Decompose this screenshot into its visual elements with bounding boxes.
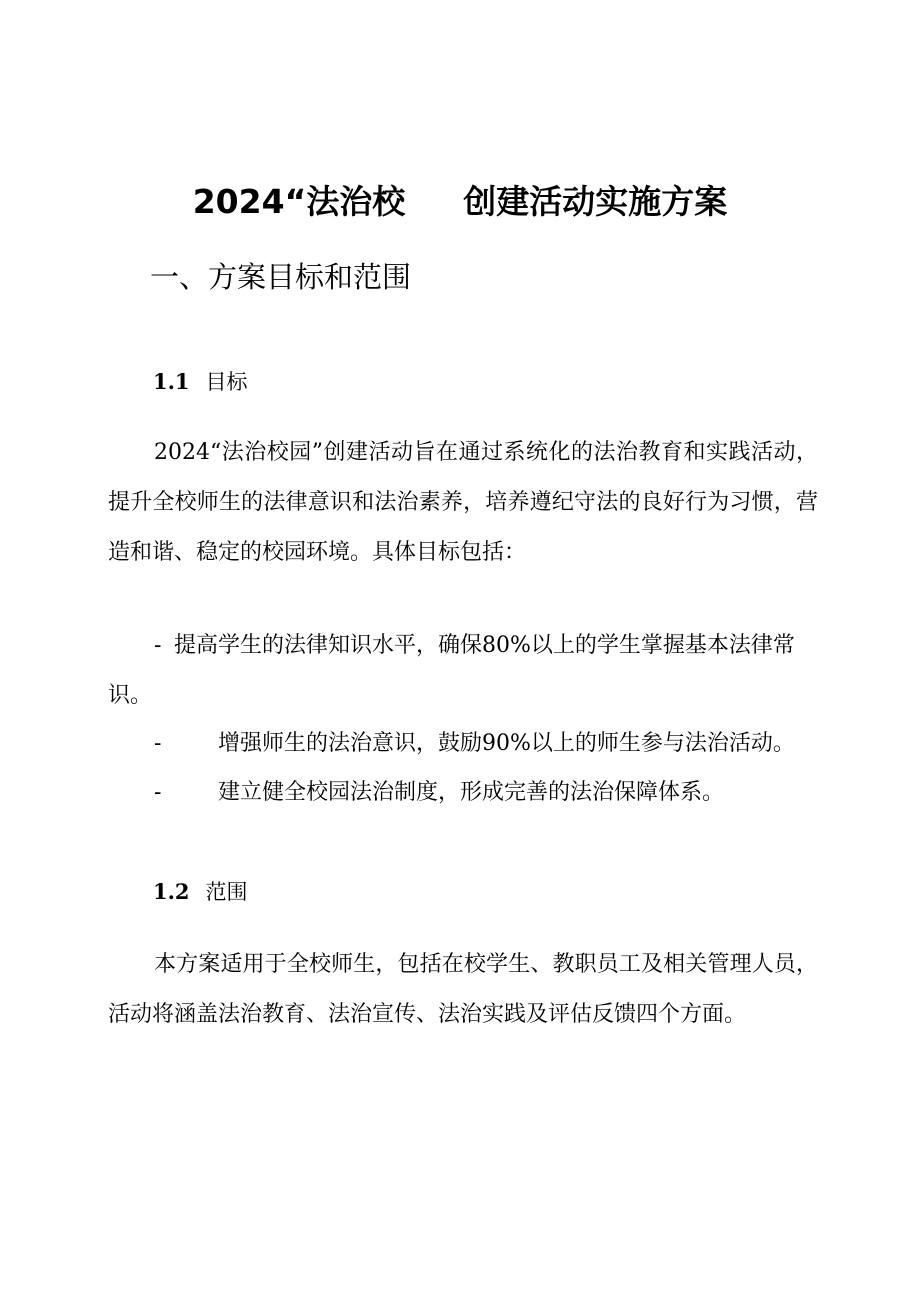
goal-item-3 (108, 768, 818, 818)
subsection-label: 目标 (205, 370, 248, 394)
goal-item-1 (108, 621, 818, 721)
subsection-label: 范围 (205, 880, 248, 904)
document-title-part1: 2024“法治校 (192, 182, 406, 221)
goal-text: 增强师生的法治意识，鼓励90%以上的师生参与法治活动。 (218, 731, 795, 756)
subsection-heading-goals (153, 367, 248, 397)
list-dash: - (154, 731, 162, 756)
subsection-number: 1.1 (153, 369, 190, 394)
list-dash: - (154, 780, 162, 805)
goals-paragraph: 2024“法治校园”创建活动旨在通过系统化的法治教育和实践活动，提升全校师生的法律意识和法治素养，培养遵纪守法的良好行为习惯，营造和谐、稳定的校园环境。具体目标包括： (108, 440, 818, 565)
scope-paragraph: 本方案适用于全校师生，包括在校学生、教职员工及相关管理人员，活动将涵盖法治教育、法治宣传、法治实践及评估反馈四个方面。 (108, 952, 818, 1027)
goal-text: 建立健全校园法治制度，形成完善的法治保障体系。 (218, 780, 725, 805)
goal-item-2 (108, 719, 818, 769)
document-title (0, 178, 920, 226)
subsection-number: 1.2 (153, 879, 190, 904)
goal-text: 提高学生的法律知识水平，确保80%以上的学生掌握基本法律常识。 (108, 633, 795, 708)
subsection-heading-scope (153, 877, 248, 907)
document-title-part2: 创建活动实施方案 (463, 182, 728, 221)
section-heading-scope: 一、方案目标和范围 (150, 260, 412, 294)
list-dash: - (154, 633, 162, 658)
